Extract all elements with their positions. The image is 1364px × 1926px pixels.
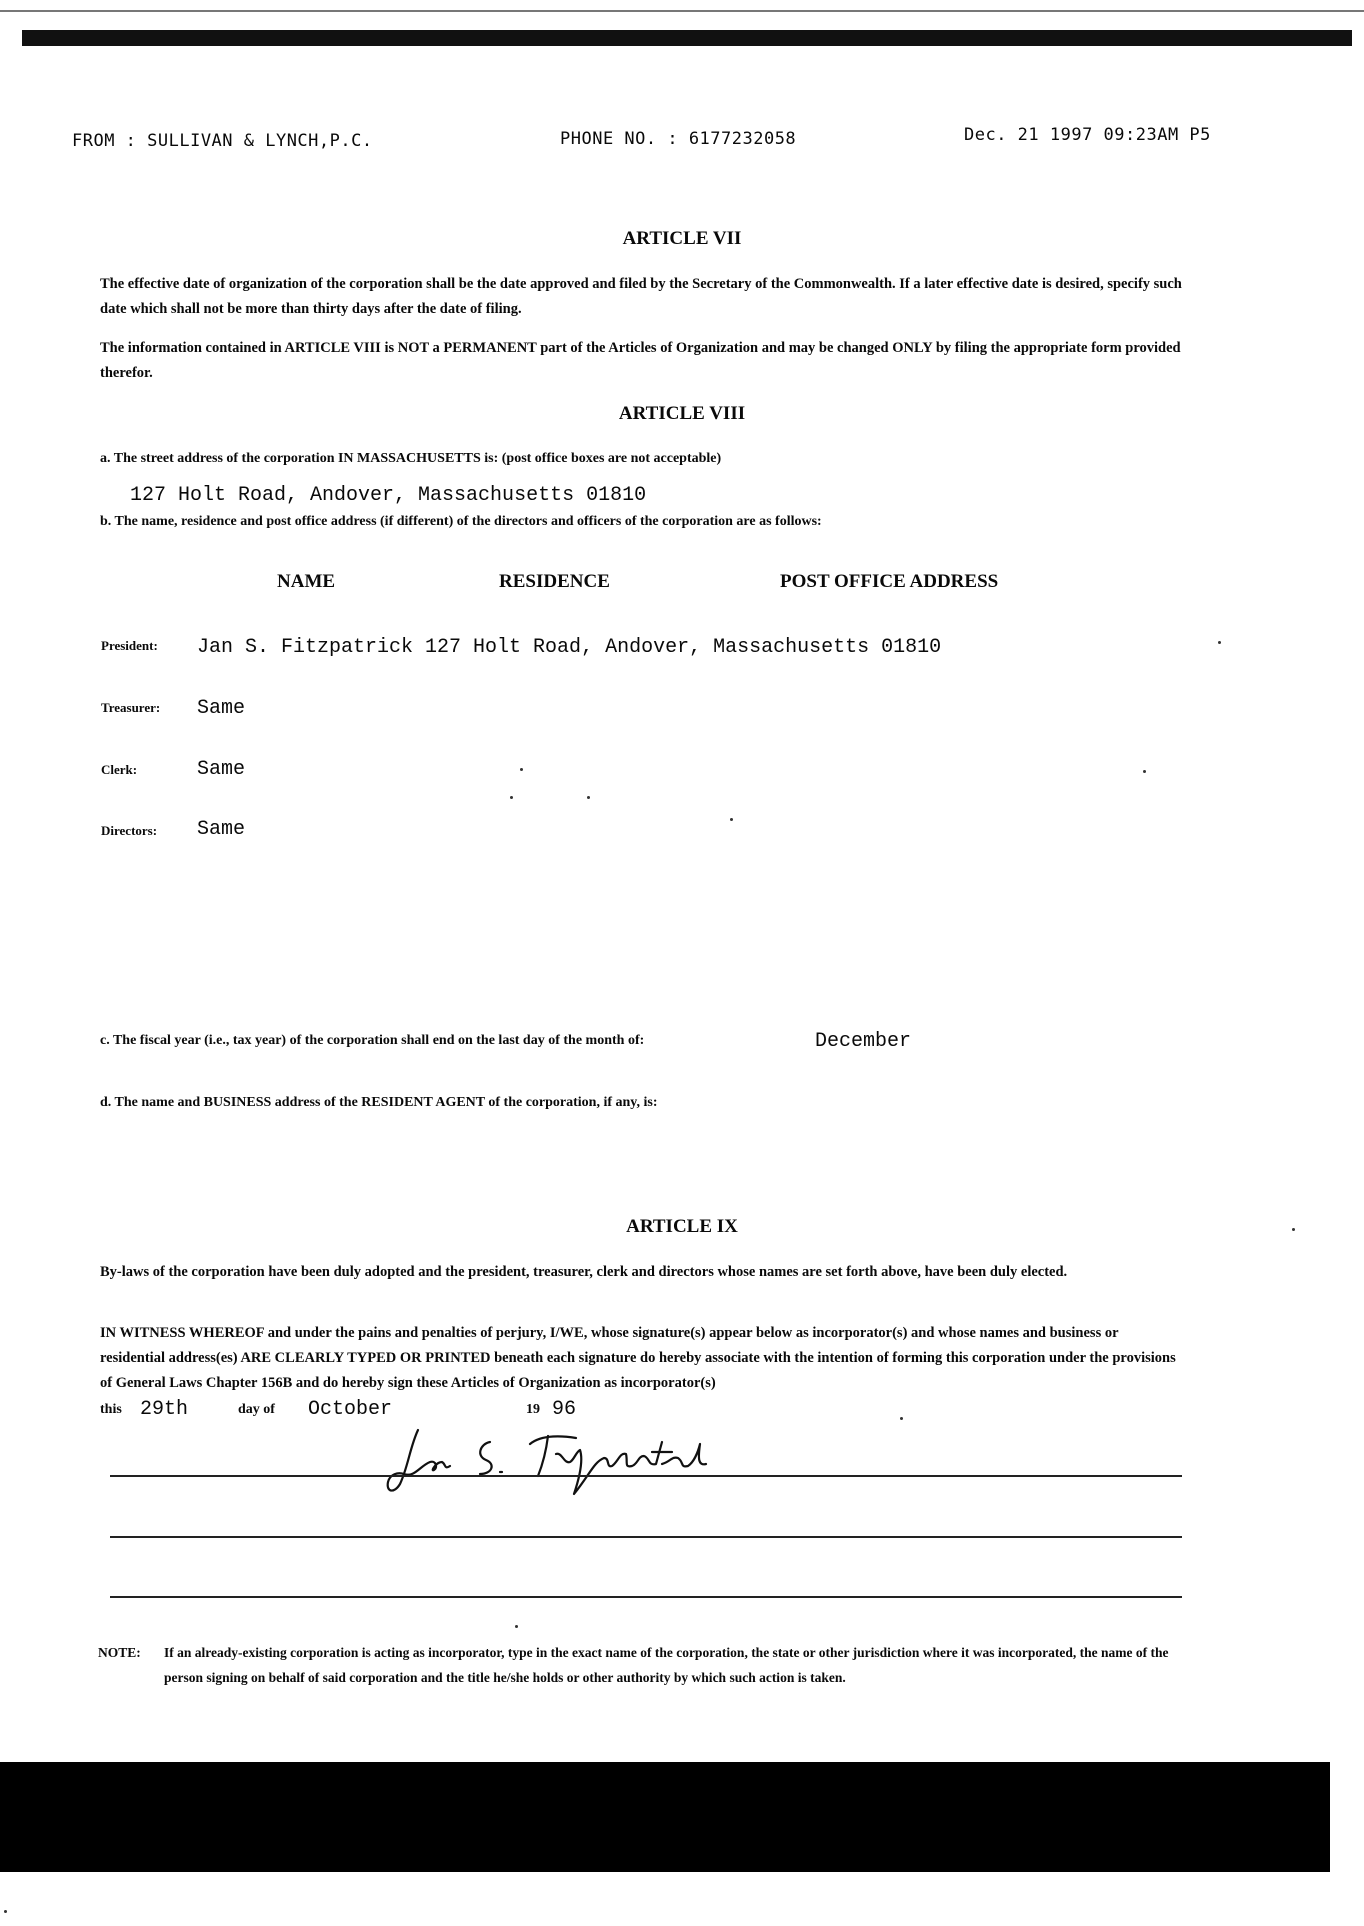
column-name: NAME: [277, 571, 336, 592]
note-label: NOTE:: [98, 1645, 141, 1660]
fiscal-year-value: December: [815, 1030, 912, 1053]
scan-speck: [1143, 770, 1146, 773]
scan-speck: [510, 796, 513, 799]
officer-value-treasurer: Same: [197, 697, 246, 720]
scan-speck: [1292, 1228, 1295, 1231]
fax-phone: PHONE NO. : 6177232058: [560, 129, 797, 149]
fax-from: FROM : SULLIVAN & LYNCH,P.C.: [72, 131, 373, 151]
scan-speck: [520, 768, 523, 771]
officer-role-directors: Directors:: [101, 823, 158, 838]
scan-speck: [587, 796, 590, 799]
this-label: this: [100, 1402, 122, 1417]
article-ix-para1: By-laws of the corporation have been duly adopted and the president, treasurer, clerk and directors whose names are set forth above, have been duly elected.: [100, 1264, 1068, 1280]
signature-line-3: [110, 1596, 1182, 1598]
article-viii-heading: ARTICLE VIII: [618, 403, 746, 424]
resident-agent-label: d. The name and BUSINESS address of the RESIDENT AGENT of the corporation, if any, is:: [100, 1095, 658, 1110]
article-ix-heading: ARTICLE IX: [626, 1216, 738, 1237]
year-prefix: 19: [526, 1402, 540, 1417]
officer-value-directors: Same: [197, 818, 246, 841]
top-edge-line: [0, 10, 1364, 12]
signature-image: [380, 1422, 820, 1502]
officer-role-treasurer: Treasurer:: [101, 700, 161, 715]
fiscal-year-label: c. The fiscal year (i.e., tax year) of the corporation shall end on the last day of the month of:: [100, 1033, 645, 1048]
note-text: If an already-existing corporation is acting as incorporator, type in the exact name of the corporation, the state or other jurisdiction where it was incorporated, the name of the person signing on behalf of said corporation and the title he/she holds or other authority by which such action is taken.: [164, 1645, 1169, 1685]
officer-role-clerk: Clerk:: [101, 762, 138, 777]
street-address-label: a. The street address of the corporation IN MASSACHUSETTS is: (post office boxes are not acceptable): [100, 451, 722, 466]
officer-value-clerk: Same: [197, 758, 246, 781]
top-black-bar: [22, 30, 1352, 46]
article-vii-heading: ARTICLE VII: [622, 228, 742, 249]
fax-datetime: Dec. 21 1997 09:23AM P5: [964, 125, 1211, 145]
signature-line-1: [110, 1475, 1182, 1477]
day-of-label: day of: [238, 1402, 275, 1417]
bottom-black-bar: [0, 1762, 1330, 1872]
month-value: October: [308, 1398, 393, 1421]
article-ix-para2: IN WITNESS WHEREOF and under the pains and penalties of perjury, I/WE, whose signature(s) appear below as incorporator(s) and whose names and business or residential address(es) ARE CLEARLY TYPED OR PRINTED beneath each signature do hereby associate with the intention of forming this corporation under the provisions of General Laws Chapter 156B and do hereby sign these Articles of Organization as incorporator(s): [100, 1325, 1176, 1391]
scan-speck: [515, 1625, 518, 1628]
scan-speck: [4, 1910, 7, 1913]
column-post-office-address: POST OFFICE ADDRESS: [780, 571, 999, 592]
scan-speck: [900, 1417, 903, 1420]
column-residence: RESIDENCE: [499, 571, 610, 592]
directors-officers-label: b. The name, residence and post office address (if different) of the directors and officers of the corporation are as follows:: [100, 514, 822, 529]
article-vii-para1: The effective date of organization of the corporation shall be the date approved and filed by the Secretary of the Commonwealth. If a later effective date is desired, specify such date which shall not be more than thirty days after the date of filing.: [100, 276, 1182, 317]
officer-value-president: Jan S. Fitzpatrick 127 Holt Road, Andover, Massachusetts 01810: [197, 636, 942, 659]
scan-speck: [1218, 641, 1221, 644]
scan-speck: [730, 818, 733, 821]
signature-line-2: [110, 1536, 1182, 1538]
year-value: 96: [552, 1398, 577, 1421]
day-value: 29th: [140, 1398, 189, 1421]
street-address-value: 127 Holt Road, Andover, Massachusetts 01810: [130, 484, 647, 507]
officer-role-president: President:: [101, 638, 158, 653]
article-vii-para2: The information contained in ARTICLE VIII is NOT a PERMANENT part of the Articles of Organization and may be changed ONLY by filing the appropriate form provided therefor.: [100, 340, 1181, 381]
